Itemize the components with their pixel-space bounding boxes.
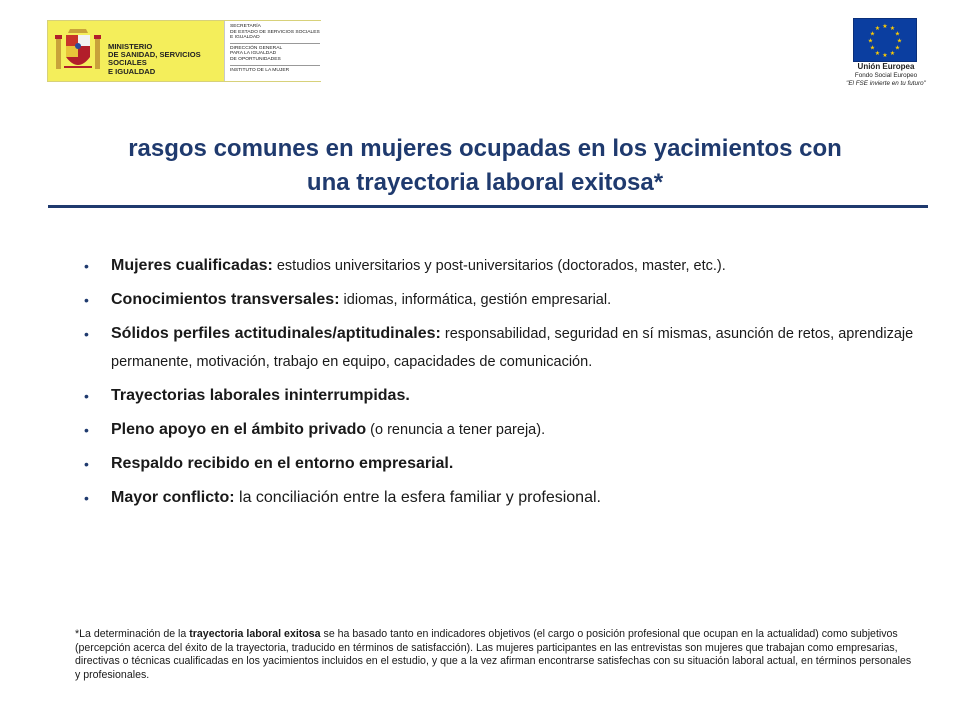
list-item — [84, 286, 944, 314]
department-line: PARA LA IGUALDAD — [230, 51, 277, 57]
list-item — [84, 320, 944, 376]
bullet-icon: • — [84, 456, 89, 472]
list-item — [84, 484, 944, 512]
bullet-text: responsabilidad, seguridad en sí mismas, asunción de retos, aprendizaje permanente, motivación, trabajo en equipo, capacidades de comunicación. — [111, 326, 914, 370]
bullet-icon: • — [84, 422, 89, 438]
bullet-list — [84, 252, 944, 518]
svg-text:★: ★ — [882, 52, 888, 59]
ministry-logo — [47, 20, 321, 82]
eu-flag-icon — [853, 18, 917, 62]
bullet-lead: Sólidos perfiles actitudinales/aptitudinales: — [111, 325, 441, 342]
title-underline — [48, 205, 928, 208]
svg-text:★: ★ — [867, 37, 874, 45]
footnote-bold: trayectoria laboral exitosa — [189, 628, 321, 640]
ministry-name-line: E IGUALDAD — [108, 66, 156, 76]
list-item — [84, 416, 944, 444]
bullet-text: (o renuncia a tener pareja). — [366, 422, 546, 438]
divider — [230, 43, 320, 44]
bullet-icon: • — [84, 326, 89, 342]
ministry-name-line: DE SANIDAD, SERVICIOS SOCIALES — [108, 50, 201, 68]
ministry-name — [108, 43, 228, 76]
footnote-pre: *La determinación de la — [75, 628, 190, 640]
svg-text:★: ★ — [874, 25, 881, 32]
department-line: INSTITUTO DE LA MUJER — [230, 67, 290, 73]
bullet-lead: Trayectorias laborales ininterrumpidas. — [111, 387, 410, 404]
list-item — [84, 450, 944, 478]
eu-caption — [836, 62, 936, 88]
svg-text:★: ★ — [889, 50, 896, 57]
svg-text:★: ★ — [894, 30, 901, 38]
eu-stars-icon — [854, 19, 916, 61]
svg-text:★: ★ — [874, 50, 881, 57]
svg-text:★: ★ — [869, 44, 876, 52]
bullet-icon: • — [84, 490, 89, 506]
footnote — [75, 628, 915, 682]
eu-fund-name: Fondo Social Europeo — [854, 72, 918, 79]
bullet-text: la conciliación entre la esfera familiar y profesional. — [234, 489, 601, 506]
footnote-post: se ha basado tanto en indicadores objetivos (el cargo o posición profesional que ocupan en la actualidad) como subjetivos (percepción acerca del éxito de la trayectoria, traducido en términos de satisfacción). Las mujeres participantes en las entrevistas son mujeres que trabajan como empresarias, directivas o técnicas cualificadas en los yacimientos incluidos en el estudio, y que a la vez afirman encontrarse satisfechas con su situación laboral actual, en términos personales y profesionales. — [75, 628, 912, 681]
bullet-icon: • — [84, 292, 89, 308]
svg-text:★: ★ — [896, 37, 903, 45]
department-line: SECRETARÍA — [230, 24, 261, 29]
divider — [230, 65, 320, 66]
bullet-text: idiomas, informática, gestión empresarial. — [339, 292, 612, 308]
bullet-lead: Conocimientos transversales: — [111, 291, 340, 308]
department-line: DIRECCIÓN GENERAL — [230, 45, 283, 51]
svg-text:★: ★ — [869, 30, 876, 38]
svg-text:★: ★ — [894, 44, 901, 52]
department-line: DE OPORTUNIDADES — [230, 56, 281, 62]
title-line-1: rasgos comunes en mujeres ocupadas en los yacimientos con — [128, 135, 842, 162]
department-line: DE ESTADO DE SERVICIOS SOCIALES — [230, 29, 320, 35]
eu-title: Unión Europea — [857, 62, 915, 71]
list-item — [84, 252, 944, 280]
bullet-lead: Pleno apoyo en el ámbito privado — [111, 421, 367, 438]
bullet-icon: • — [84, 258, 89, 274]
bullet-lead: Mujeres cualificadas: — [111, 257, 273, 274]
ministry-name-line: MINISTERIO — [108, 42, 153, 51]
slide-title — [30, 132, 940, 200]
department-line: E IGUALDAD — [230, 35, 260, 41]
svg-text:★: ★ — [889, 25, 896, 32]
svg-text:★: ★ — [882, 23, 888, 30]
coat-of-arms-icon — [54, 27, 102, 77]
list-item — [84, 382, 944, 410]
title-line-2: una trayectoria laboral exitosa* — [306, 169, 664, 196]
bullet-lead: Respaldo recibido en el entorno empresarial. — [111, 455, 454, 472]
eu-motto: "El FSE invierte en tu futuro" — [846, 80, 926, 87]
bullet-icon: • — [84, 388, 89, 404]
ministry-departments — [224, 21, 322, 81]
bullet-text: estudios universitarios y post-universitarios (doctorados, master, etc.). — [272, 258, 726, 274]
bullet-lead: Mayor conflicto: — [111, 489, 235, 506]
